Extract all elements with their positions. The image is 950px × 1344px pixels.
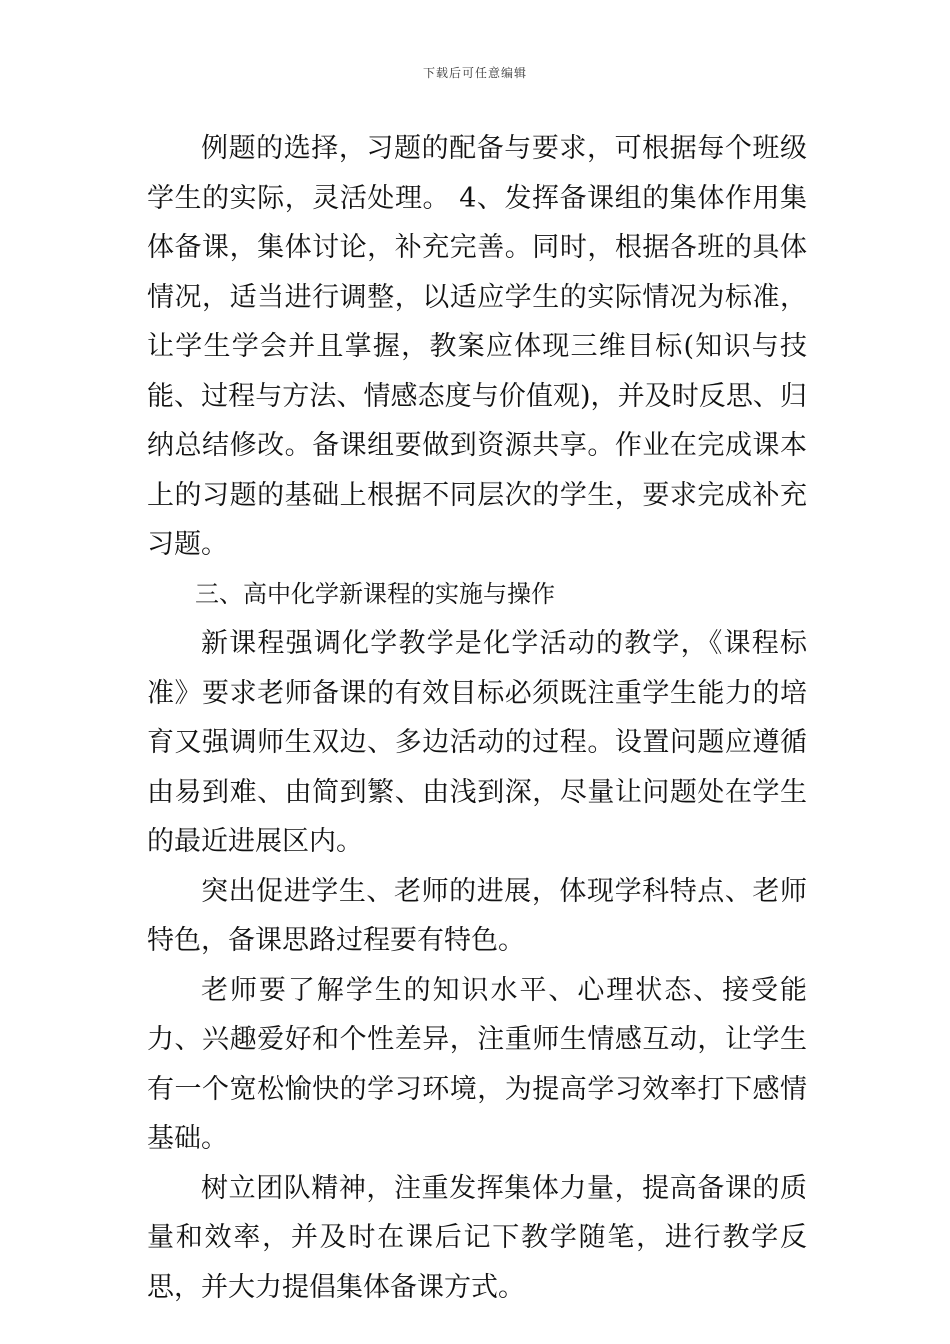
section-heading-3: 三、高中化学新课程的实施与操作 [195,579,555,608]
paragraph-new-curriculum: 新课程强调化学教学是化学活动的教学，《课程标准》要求老师备课的有效目标必须既注重学生能力的培育又强调师生双边、多边活动的过程。设置问题应遵循由易到难、由简到繁、由浅到深，尽量让问题处在学生的最近进展区内。 [147,628,807,857]
paragraph-team-spirit: 树立团队精神，注重发挥集体力量，提高备课的质量和效率，并及时在课后记下教学随笔，进行教学反思，并大力提倡集体备课方式。 [147,1172,807,1303]
page-header: 下载后可任意编辑 [422,66,527,80]
paragraph-understanding-students: 老师要了解学生的知识水平、心理状态、接受能力、兴趣爱好和个性差异，注重师生情感互动，让学生有一个宽松愉快的学习环境，为提高学习效率打下感情基础。 [147,974,807,1154]
paragraph-lesson-planning: 例题的选择，习题的配备与要求，可根据每个班级学生的实际，灵活处理。 4、发挥备课组的集体作用集体备课，集体讨论，补充完善。同时，根据各班的具体情况，适当进行调整，以适应学生的实际情况为标准，让学生学会并且掌握，教案应体现三维目标(知识与技能、过程与方法、情感态度与价值观)，并及时反思、归纳总结修改。备课组要做到资源共享。作业在完成课本上的习题的基础上根据不同层次的学生，要求完成补充习题。 [147,133,807,560]
paragraph-development: 突出促进学生、老师的进展，体现学科特点、老师特色，备课思路过程要有特色。 [147,875,807,956]
document-body [147,124,807,1312]
